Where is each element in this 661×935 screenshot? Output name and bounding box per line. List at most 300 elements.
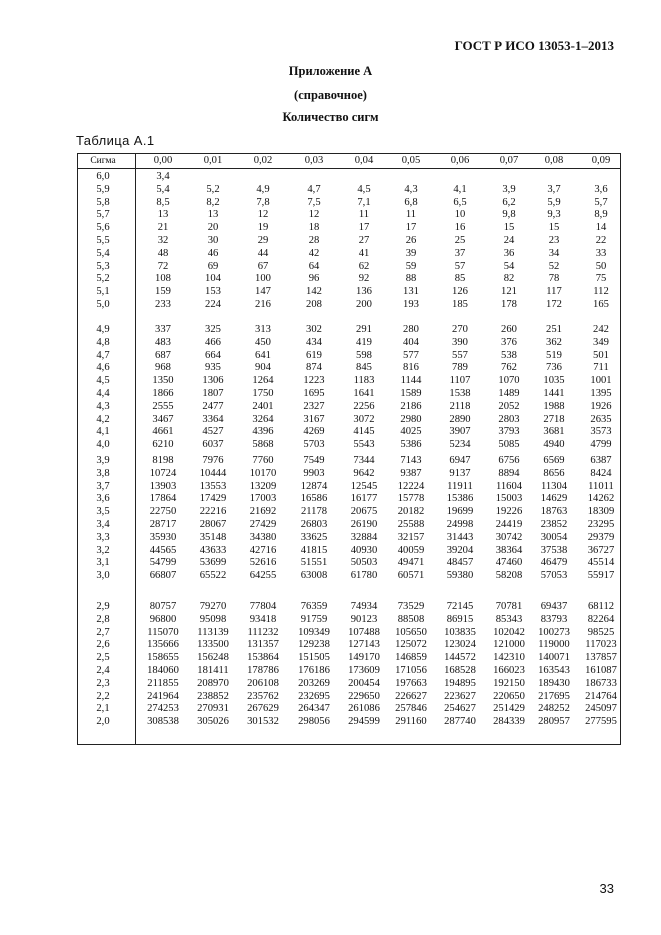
table-cell: 74934 — [350, 601, 378, 612]
table-cell: 59380 — [446, 570, 474, 582]
table-cell: 52 — [548, 260, 560, 272]
sigma-value: 3,3 — [96, 531, 110, 543]
table-cell: 42716 — [249, 544, 277, 556]
table-cell: 107488 — [348, 626, 380, 638]
table-cell: 57053 — [540, 570, 568, 582]
column-header: 0,02 — [253, 155, 273, 166]
table-cell: 223627 — [444, 690, 476, 702]
table-cell: 166023 — [493, 665, 525, 676]
table-cell: 48457 — [446, 557, 474, 569]
table-cell: 8,5 — [156, 196, 170, 208]
table-cell: 2256 — [353, 400, 375, 412]
table-cell: 108 — [155, 273, 171, 285]
table-cell: 126 — [452, 286, 468, 298]
table-cell: 2718 — [543, 413, 565, 425]
table-cell: 50503 — [350, 557, 378, 569]
table-cell: 6947 — [449, 455, 471, 466]
table-cell: 208970 — [197, 677, 229, 689]
table-cell: 18309 — [587, 506, 615, 518]
table-cell: 294599 — [348, 716, 380, 728]
table-cell: 4661 — [152, 426, 174, 438]
table-cell: 1538 — [449, 388, 471, 399]
table-cell: 232695 — [298, 690, 330, 702]
sigma-value: 5,7 — [96, 209, 110, 221]
table-cell: 10724 — [149, 467, 177, 479]
table-cell: 8,2 — [206, 196, 220, 208]
table-cell: 6210 — [152, 439, 174, 451]
table-cell: 9,3 — [547, 209, 561, 221]
table-cell: 98525 — [587, 626, 615, 638]
sigma-value: 5,6 — [96, 222, 110, 234]
table-cell: 61780 — [350, 570, 378, 582]
table-cell: 64255 — [249, 570, 277, 582]
table-cell: 2118 — [449, 400, 471, 412]
table-cell: 519 — [546, 349, 562, 361]
column-header: 0,00 — [153, 155, 173, 166]
table-cell: 557 — [452, 349, 468, 361]
table-cell: 261086 — [348, 703, 380, 715]
table-cell: 3467 — [152, 413, 174, 425]
table-cell: 20675 — [350, 506, 378, 518]
table-cell: 45514 — [587, 557, 615, 569]
table-cell: 251 — [546, 324, 562, 335]
table-cell: 419 — [356, 336, 372, 348]
table-cell: 11304 — [540, 480, 568, 492]
table-cell: 200454 — [348, 677, 380, 689]
table-cell: 6569 — [543, 455, 565, 466]
table-cell: 22216 — [199, 506, 227, 518]
table-cell: 935 — [205, 362, 221, 374]
table-cell: 39 — [405, 247, 417, 259]
table-cell: 5386 — [400, 439, 422, 451]
table-cell: 27429 — [249, 519, 277, 530]
table-cell: 146859 — [395, 652, 427, 664]
table-cell: 4025 — [400, 426, 422, 438]
table-cell: 270931 — [197, 703, 229, 715]
table-cell: 163543 — [538, 665, 570, 676]
sigma-value: 2,1 — [96, 703, 110, 715]
table-cell: 28067 — [199, 519, 227, 530]
table-cell: 2477 — [202, 400, 224, 412]
table-cell: 12 — [308, 209, 320, 221]
table-cell: 29 — [257, 235, 269, 246]
table-cell: 9642 — [353, 467, 375, 479]
table-cell: 41 — [358, 247, 370, 259]
table-cell: 208 — [306, 299, 322, 310]
table-cell: 9137 — [449, 467, 471, 479]
table-cell: 280 — [403, 324, 419, 335]
table-cell: 4,1 — [453, 183, 467, 195]
table-cell: 308538 — [147, 716, 179, 728]
table-cell: 85 — [454, 273, 466, 285]
table-caption: Таблица А.1 — [76, 133, 155, 148]
table-cell: 1223 — [303, 375, 325, 387]
table-cell: 23 — [548, 235, 560, 246]
table-cell: 8656 — [543, 467, 565, 479]
table-cell: 197663 — [395, 677, 427, 689]
table-cell: 17429 — [199, 493, 227, 505]
table-cell: 260 — [501, 324, 517, 335]
table-cell: 67 — [257, 260, 269, 272]
sigma-value: 3,7 — [96, 480, 110, 492]
table-cell: 142 — [306, 286, 322, 298]
sigma-value: 5,5 — [96, 235, 110, 246]
table-cell: 156248 — [197, 652, 229, 664]
table-cell: 3167 — [303, 413, 325, 425]
table-cell: 19 — [257, 222, 269, 234]
table-cell: 15 — [548, 222, 560, 234]
table-cell: 229650 — [348, 690, 380, 702]
table-cell: 14 — [595, 222, 607, 234]
table-cell: 19226 — [495, 506, 523, 518]
table-cell: 22750 — [149, 506, 177, 518]
table-cell: 60571 — [397, 570, 425, 582]
table-cell: 129238 — [298, 639, 330, 651]
table-cell: 1807 — [202, 388, 224, 399]
table-cell: 62 — [358, 260, 370, 272]
table-cell: 214764 — [585, 690, 617, 702]
table-cell: 4396 — [252, 426, 274, 438]
table-cell: 11604 — [495, 480, 523, 492]
sigma-value: 5,0 — [96, 299, 110, 310]
table-cell: 3907 — [449, 426, 471, 438]
table-cell: 104 — [205, 273, 221, 285]
table-cell: 131357 — [247, 639, 279, 651]
table-cell: 20182 — [397, 506, 425, 518]
table-cell: 1001 — [590, 375, 612, 387]
table-cell: 50 — [595, 260, 607, 272]
table-cell: 598 — [356, 349, 372, 361]
table-cell: 186733 — [585, 677, 617, 689]
table-cell: 337 — [155, 324, 171, 335]
table-cell: 270 — [452, 324, 468, 335]
table-cell: 5543 — [353, 439, 375, 451]
table-cell: 34 — [548, 247, 560, 259]
table-cell: 291 — [356, 324, 372, 335]
table-cell: 117023 — [585, 639, 617, 651]
table-cell: 23295 — [587, 519, 615, 530]
table-cell: 280957 — [538, 716, 570, 728]
column-header: 0,01 — [203, 155, 223, 166]
table-cell: 11911 — [447, 480, 473, 492]
table-cell: 69437 — [540, 601, 568, 612]
table-cell: 117 — [546, 286, 562, 298]
table-cell: 7,8 — [256, 196, 270, 208]
table-cell: 6756 — [498, 455, 520, 466]
table-cell: 242 — [593, 324, 609, 335]
table-cell: 7344 — [353, 455, 375, 466]
sigma-value: 4,6 — [96, 362, 110, 374]
table-cell: 66807 — [149, 570, 177, 582]
table-cell: 1589 — [400, 388, 422, 399]
table-cell: 28717 — [149, 519, 177, 530]
table-cell: 21178 — [300, 506, 328, 518]
table-cell: 4145 — [353, 426, 375, 438]
table-cell: 3,6 — [594, 183, 608, 195]
table-cell: 4,9 — [256, 183, 270, 195]
sigma-value: 4,9 — [96, 324, 110, 335]
table-cell: 153864 — [247, 652, 279, 664]
sigma-value: 3,2 — [96, 544, 110, 556]
table-cell: 248252 — [538, 703, 570, 715]
table-cell: 3,9 — [502, 183, 516, 195]
table-cell: 48 — [157, 247, 169, 259]
table-cell: 257846 — [395, 703, 427, 715]
table-cell: 13 — [157, 209, 169, 221]
table-cell: 41815 — [300, 544, 328, 556]
table-cell: 6037 — [202, 439, 224, 451]
table-cell: 874 — [306, 362, 322, 374]
table-cell: 24419 — [495, 519, 523, 530]
table-cell: 362 — [546, 336, 562, 348]
sigma-value: 4,1 — [96, 426, 110, 438]
table-cell: 9903 — [303, 467, 325, 479]
table-cell: 55917 — [587, 570, 615, 582]
table-cell: 17 — [405, 222, 417, 234]
table-cell: 64 — [308, 260, 320, 272]
table-cell: 845 — [356, 362, 372, 374]
table-cell: 8198 — [152, 455, 174, 466]
column-header: 0,07 — [499, 155, 519, 166]
table-cell: 26803 — [300, 519, 328, 530]
table-cell: 189430 — [538, 677, 570, 689]
sigma-value: 2,5 — [96, 652, 110, 664]
sigma-value: 3,8 — [96, 467, 110, 479]
sigma-value: 3,0 — [96, 570, 110, 582]
table-cell: 277595 — [585, 716, 617, 728]
table-cell: 8424 — [590, 467, 612, 479]
table-cell: 287740 — [444, 716, 476, 728]
table-cell: 5085 — [498, 439, 520, 451]
table-cell: 168528 — [444, 665, 476, 676]
table-cell: 2980 — [400, 413, 422, 425]
table-cell: 6,8 — [404, 196, 418, 208]
table-cell: 37538 — [540, 544, 568, 556]
sigma-value: 3,1 — [96, 557, 110, 569]
table-cell: 135666 — [147, 639, 179, 651]
page-number: 33 — [599, 881, 614, 896]
table-cell: 325 — [205, 324, 221, 335]
table-cell: 144572 — [444, 652, 476, 664]
column-header: 0,08 — [544, 155, 564, 166]
reference-note: (справочное) — [294, 88, 367, 102]
table-cell: 235762 — [247, 690, 279, 702]
table-cell: 1350 — [152, 375, 174, 387]
table-cell: 6387 — [590, 455, 612, 466]
table-cell: 24 — [503, 235, 515, 246]
table-cell: 1395 — [590, 388, 612, 399]
table-cell: 131 — [403, 286, 419, 298]
table-cell: 3681 — [543, 426, 565, 438]
table-cell: 12 — [257, 209, 269, 221]
table-cell: 17864 — [149, 493, 177, 505]
column-header: 0,06 — [450, 155, 470, 166]
table-cell: 96800 — [149, 613, 177, 625]
table-cell: 39204 — [446, 544, 474, 556]
table-cell: 2635 — [590, 413, 612, 425]
table-cell: 5234 — [449, 439, 471, 451]
table-cell: 185 — [452, 299, 468, 310]
table-cell: 31443 — [446, 531, 474, 543]
table-cell: 3573 — [590, 426, 612, 438]
table-cell: 1750 — [252, 388, 274, 399]
table-cell: 17 — [358, 222, 370, 234]
table-cell: 390 — [452, 336, 468, 348]
table-cell: 4,7 — [307, 183, 321, 195]
table-cell: 165 — [593, 299, 609, 310]
table-cell: 1264 — [252, 375, 274, 387]
table-cell: 13 — [207, 209, 219, 221]
table-cell: 1183 — [353, 375, 375, 387]
column-header: 0,04 — [354, 155, 374, 166]
table-cell: 10 — [454, 209, 466, 221]
table-cell: 226627 — [395, 690, 427, 702]
appendix-title: Приложение А — [288, 64, 373, 78]
table-cell: 72145 — [446, 601, 474, 612]
table-cell: 75 — [595, 273, 607, 285]
table-cell: 121 — [501, 286, 517, 298]
table-cell: 664 — [205, 349, 221, 361]
table-cell: 14629 — [540, 493, 568, 505]
table-cell: 161087 — [585, 665, 617, 676]
table-cell: 298056 — [298, 716, 330, 728]
table-cell: 22 — [595, 235, 607, 246]
table-cell: 4527 — [202, 426, 224, 438]
table-cell: 305026 — [197, 716, 229, 728]
table-cell: 21692 — [249, 506, 277, 518]
table-cell: 13209 — [249, 480, 277, 492]
table-cell: 70781 — [495, 601, 523, 612]
sigma-value: 2,0 — [96, 716, 110, 728]
table-cell: 11 — [405, 209, 417, 221]
table-cell: 3793 — [498, 426, 520, 438]
table-cell: 5,9 — [547, 196, 561, 208]
table-cell: 254627 — [444, 703, 476, 715]
table-cell: 11011 — [588, 480, 614, 492]
column-divider — [135, 154, 136, 744]
table-cell: 52616 — [249, 557, 277, 569]
table-cell: 203269 — [298, 677, 330, 689]
table-cell: 90123 — [350, 613, 378, 625]
table-cell: 95098 — [199, 613, 227, 625]
table-cell: 13553 — [199, 480, 227, 492]
table-cell: 36727 — [587, 544, 615, 556]
table-cell: 16177 — [350, 493, 378, 505]
column-header-sigma: Сигма — [90, 156, 116, 166]
table-cell: 245097 — [585, 703, 617, 715]
table-cell: 53699 — [199, 557, 227, 569]
table-cell: 33625 — [300, 531, 328, 543]
sigma-value: 5,4 — [96, 247, 110, 259]
table-cell: 3264 — [252, 413, 274, 425]
table-cell: 6,5 — [453, 196, 467, 208]
table-cell: 5,7 — [594, 196, 608, 208]
table-cell: 9387 — [400, 467, 422, 479]
table-cell: 79270 — [199, 601, 227, 612]
table-cell: 968 — [155, 362, 171, 374]
table-cell: 12874 — [300, 480, 328, 492]
table-cell: 224 — [205, 299, 221, 310]
table-cell: 171056 — [395, 665, 427, 676]
table-cell: 1988 — [543, 400, 565, 412]
table-cell: 15386 — [446, 493, 474, 505]
table-cell: 88 — [405, 273, 417, 285]
table-cell: 77804 — [249, 601, 277, 612]
table-cell: 3,4 — [156, 171, 170, 182]
table-cell: 1695 — [303, 388, 325, 399]
table-cell: 217695 — [538, 690, 570, 702]
table-cell: 16586 — [300, 493, 328, 505]
table-cell: 127143 — [348, 639, 380, 651]
table-cell: 1441 — [543, 388, 565, 399]
document-header: ГОСТ Р ИСО 13053-1–2013 — [454, 38, 614, 53]
table-cell: 38364 — [495, 544, 523, 556]
table-cell: 7549 — [303, 455, 325, 466]
table-cell: 121000 — [493, 639, 525, 651]
table-cell: 85343 — [495, 613, 523, 625]
table-cell: 301532 — [247, 716, 279, 728]
table-cell: 30742 — [495, 531, 523, 543]
table-cell: 34380 — [249, 531, 277, 543]
table-cell: 12224 — [397, 480, 425, 492]
table-cell: 687 — [155, 349, 171, 361]
table-cell: 7,5 — [307, 196, 321, 208]
table-cell: 2401 — [252, 400, 274, 412]
sigma-value: 5,3 — [96, 260, 110, 272]
sigma-value: 2,2 — [96, 690, 110, 702]
table-cell: 10170 — [249, 467, 277, 479]
table-cell: 78 — [548, 273, 560, 285]
table-cell: 193 — [403, 299, 419, 310]
sigma-value: 4,5 — [96, 375, 110, 387]
sigma-value: 2,9 — [96, 601, 110, 612]
table-cell: 96 — [308, 273, 320, 285]
table-cell: 5,4 — [156, 183, 170, 195]
sigma-value: 5,9 — [96, 183, 110, 195]
sigma-value: 5,1 — [96, 286, 110, 298]
section-title: Количество сигм — [282, 110, 379, 124]
table-cell: 4,5 — [357, 183, 371, 195]
table-cell: 376 — [501, 336, 517, 348]
table-cell: 102042 — [493, 626, 525, 638]
table-cell: 57 — [454, 260, 466, 272]
table-cell: 450 — [255, 336, 271, 348]
table-cell: 2327 — [303, 400, 325, 412]
table-cell: 404 — [403, 336, 419, 348]
table-cell: 133500 — [197, 639, 229, 651]
table-cell: 26190 — [350, 519, 378, 530]
table-cell: 194895 — [444, 677, 476, 689]
table-cell: 4799 — [590, 439, 612, 451]
table-cell: 2052 — [498, 400, 520, 412]
table-cell: 2890 — [449, 413, 471, 425]
table-cell: 113139 — [197, 626, 229, 638]
table-cell: 54 — [503, 260, 515, 272]
table-header-row — [78, 154, 620, 169]
sigma-value: 2,3 — [96, 677, 110, 689]
table-cell: 136 — [356, 286, 372, 298]
table-cell: 35148 — [199, 531, 227, 543]
table-cell: 8894 — [498, 467, 520, 479]
table-cell: 15778 — [397, 493, 425, 505]
table-cell: 5703 — [303, 439, 325, 451]
table-cell: 140071 — [538, 652, 570, 664]
sigma-value: 4,2 — [96, 413, 110, 425]
table-cell: 233 — [155, 299, 171, 310]
table-cell: 1306 — [202, 375, 224, 387]
table-cell: 100273 — [538, 626, 570, 638]
table-cell: 28 — [308, 235, 320, 246]
